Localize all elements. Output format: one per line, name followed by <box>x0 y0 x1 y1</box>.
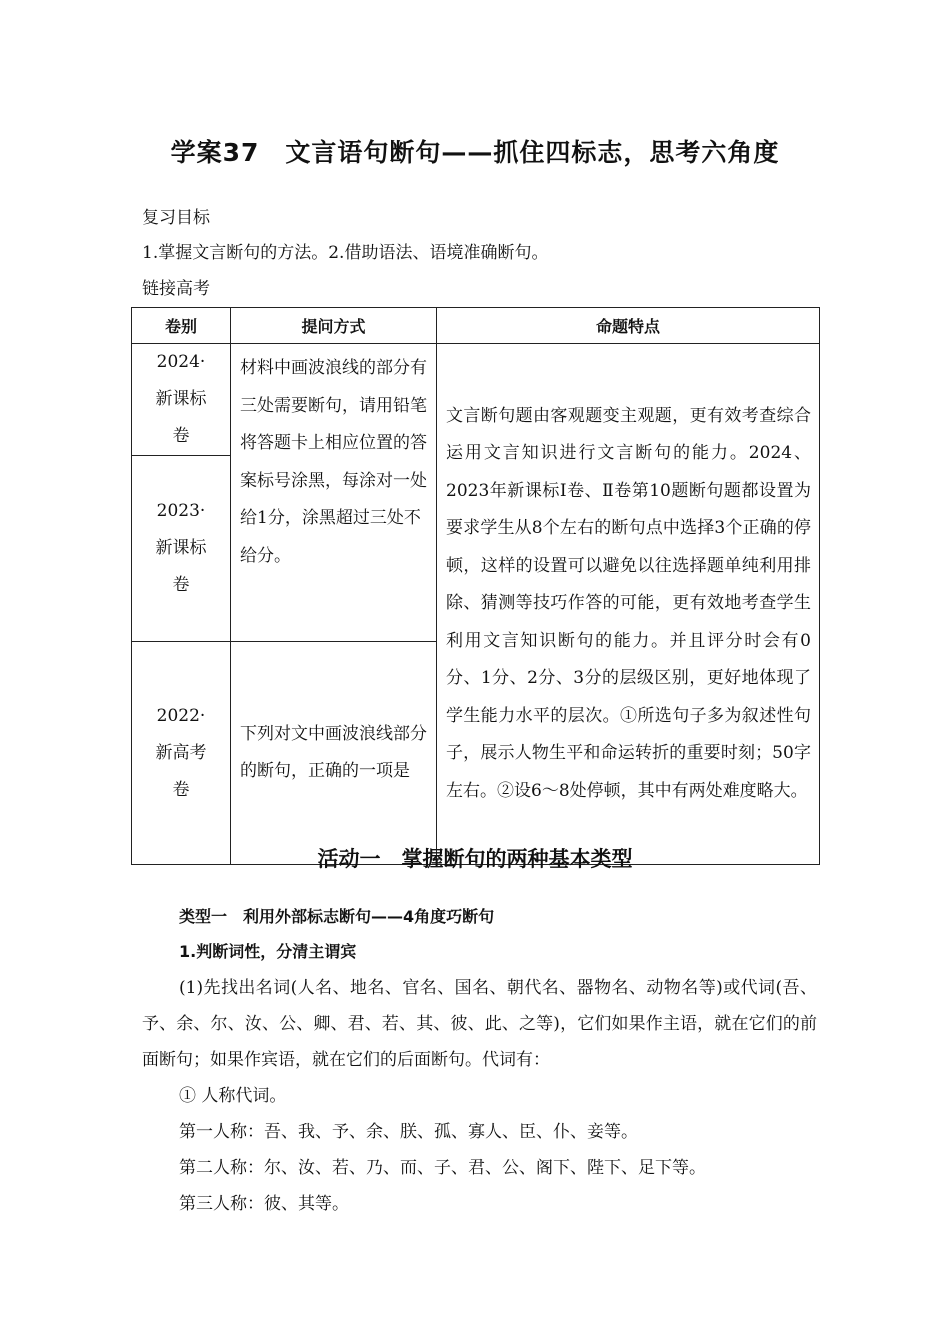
sub-heading: 1.判断词性，分清主谓宾 <box>179 942 357 961</box>
paragraph: 第一人称：吾、我、予、余、朕、孤、寡人、臣、仆、妾等。 <box>179 1122 638 1142</box>
table-cell-features: 文言断句题由客观题变主观题，更有效考查综合运用文言知识进行文言断句的能力。2024、2023年新课标Ⅰ卷、Ⅱ卷第10题断句题都设置为要求学生从8个左右的断句点中选择3个正确的停顿，这样的设置可以避免以往选择题单纯利用排除、猜测等技巧作答的可能，更有效地考查学生利用文言知识断句的能力。并且评分时会有0分、1分、2分、3分的层级区别，更好地体现了学生能力水平的层次。①所选句子多为叙述性句子，展示人物生平和命运转折的重要时刻；50字左右。②设6～8处停顿，其中有两处难度略大。 <box>437 344 820 865</box>
paragraph: (1)先找出名词(人名、地名、官名、国名、朝代名、器物名、动物名等)或代词(吾、予、余、尔、汝、公、卿、君、若、其、彼、此、之等)，它们如果作主语，就在它们的前面断句；如果作宾语，就在它们的后面断句。代词有： <box>142 978 817 1070</box>
objectives-heading: 复习目标 <box>142 208 210 228</box>
paragraph: 第三人称：彼、其等。 <box>179 1194 349 1214</box>
table-header-volume: 卷别 <box>132 308 231 344</box>
table-cell-volume: 2022·新高考卷 <box>132 642 231 865</box>
paragraph: ① 人称代词。 <box>179 1086 287 1106</box>
exam-link-heading: 链接高考 <box>142 279 210 299</box>
paragraph: 第二人称：尔、汝、若、乃、而、子、君、公、阁下、陛下、足下等。 <box>179 1158 706 1178</box>
table-cell-question-method: 材料中画波浪线的部分有三处需要断句，请用铅笔将答题卡上相应位置的答案标号涂黑，每涂对一处给1分，涂黑超过三处不给分。 <box>231 344 437 642</box>
table-cell-volume: 2023·新课标卷 <box>132 456 231 642</box>
table-cell-volume: 2024·新课标卷 <box>132 344 231 456</box>
objectives-text: 1.掌握文言断句的方法。2.借助语法、语境准确断句。 <box>142 243 549 263</box>
page-title: 学案37 文言语句断句——抓住四标志，思考六角度 <box>170 138 780 167</box>
exam-table <box>131 307 820 865</box>
table-header-features: 命题特点 <box>437 308 820 344</box>
type-heading: 类型一 利用外部标志断句——4角度巧断句 <box>179 907 495 926</box>
activity-heading: 活动一 掌握断句的两种基本类型 <box>317 847 633 871</box>
table-cell-question-method: 下列对文中画波浪线部分的断句，正确的一项是 <box>231 642 437 865</box>
body-text <box>142 970 817 1222</box>
table-header-question-method: 提问方式 <box>231 308 437 344</box>
